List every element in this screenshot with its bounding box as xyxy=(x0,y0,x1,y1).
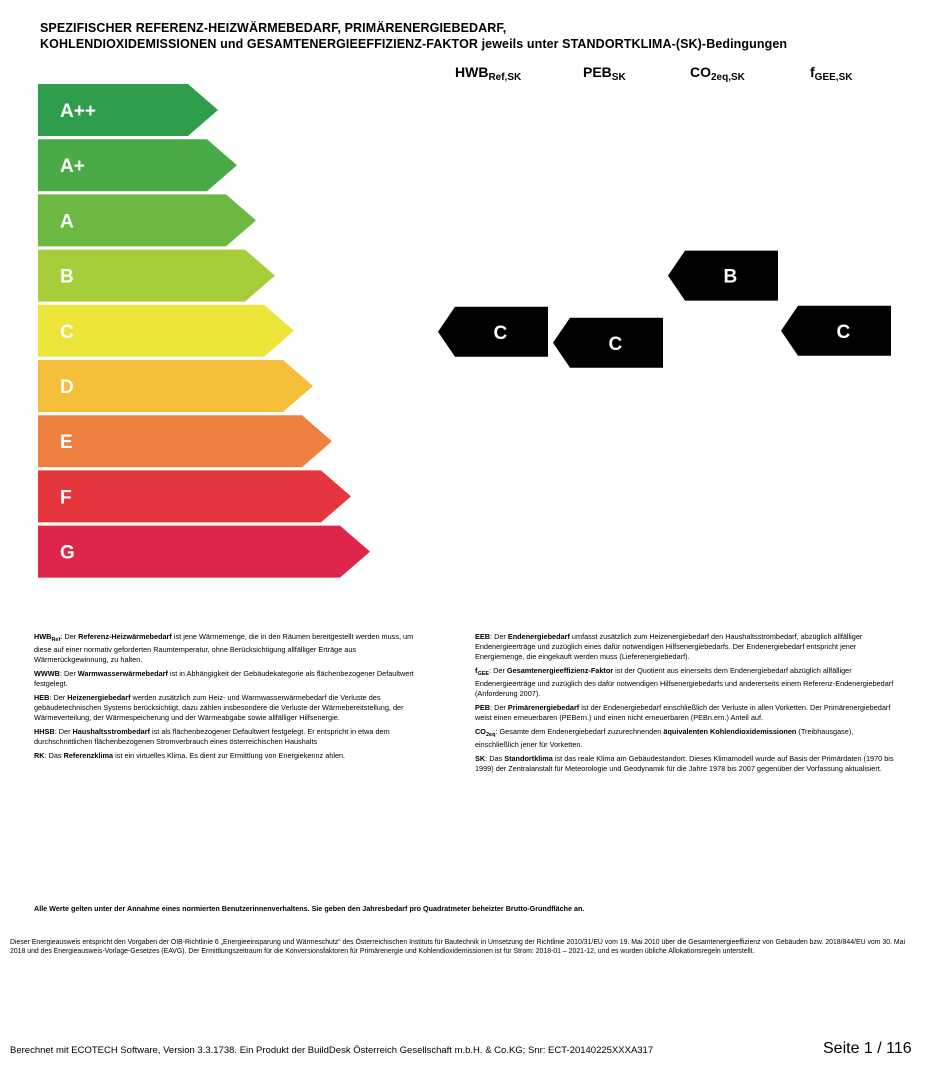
definition-keyword: Haushaltsstrombedarf xyxy=(72,727,150,736)
definition-keyword: Referenzklima xyxy=(63,751,114,760)
definition-keyword: Warmwasserwärmebedarf xyxy=(77,669,168,678)
definition-term-sub: 2eq xyxy=(485,732,496,738)
scale-band-e xyxy=(38,415,332,467)
scale-band-label: B xyxy=(60,266,74,288)
scale-band-label: D xyxy=(60,377,74,398)
scale-band-f xyxy=(38,470,351,522)
definition-keyword: Endenergiebedarf xyxy=(507,632,570,641)
definition-keyword: äquivalenten Kohlendioxidemissionen xyxy=(663,727,797,736)
definition-text: ist das reale Klima am Gebäudestandort. Dieses Klimamodell wurde auf Basis der Primärdaten (1970 bis 1999) der Zentralanstalt für Meteorologie und Geodynamik für die Jahre 1978 bis 2007 gegenüber der Vorfassung aktualisiert. xyxy=(475,754,894,773)
definition-term: SK xyxy=(475,754,486,763)
definitions-right xyxy=(475,632,895,778)
scale-band-label: G xyxy=(60,542,75,564)
scale-band-a xyxy=(38,194,256,246)
rating-marker-hwb xyxy=(438,307,548,357)
definition-term: PEB xyxy=(475,703,491,712)
rating-marker-label: C xyxy=(493,322,508,344)
definition-term: EEB xyxy=(475,632,491,641)
definition-item: $HWB_{Ref}$: Der Referenz-Heizwärmebedarf ist jene Wärmemenge, die in den Räumen bereitgestellt werden muss, um diese auf einer normativ geforderten Raumtemperatur, ohne Berücksichtigung allfälliger Erträge aus Wärmerückgewinnung, zu halten. xyxy=(34,632,414,664)
scale-band-c xyxy=(38,305,294,357)
assumption-note: Alle Werte gelten unter der Annahme eines normierten Benutzerinnenverhaltens. Sie geben den Jahresbedarf pro Quadratmeter beheizter Brutto-Grundfläche an. xyxy=(34,904,585,913)
definition-item: RK: Das Referenzklima ist ein virtuelles Klima. Es dient zur Ermittlung von Energiekennz ahlen. xyxy=(34,751,346,760)
definition-term-sub: Ref xyxy=(51,637,61,643)
definition-item: SK: Das Standortklima ist das reale Klima am Gebäudestandort. Dieses Klimamodell wurde auf Basis der Primärdaten (1970 bis 1999) der Zentralanstalt für Meteorologie und Geodynamik für die Jahre 1978 bis 2007 gegenüber der Vorfassung aktualisiert. xyxy=(475,754,894,773)
definition-text: ist als flächenbezogener Defaultwert festgelegt. Er entspricht in etwa dem durchschnittlichen flächenbezogenen Stromverbrauch eines österreichischen Haushalts xyxy=(34,727,390,746)
definition-item: PEB: Der Primärenergiebedarf ist der Endenergiebedarf einschließlich der Verluste in allen Vorketten. Der Primärenergiebedarf weist einen erneuerbaren (PEBern.) und einen nicht erneuerbaren (PEBn.ern.) Anteil auf. xyxy=(475,703,891,722)
definition-keyword: Heizenergiebedarf xyxy=(67,693,131,702)
definition-text: (Treibhausgase), einschließlich jener für Vorketten. xyxy=(475,727,854,749)
scale-band-label: A+ xyxy=(60,156,85,178)
definition-item: $f_{GEE}$: Der Gesamtenergieeffizienz-Faktor ist der Quotient aus einerseits dem Endenergiebedarf abzüglich allfälliger Endenergieerträge und zuzüglich des dafür notwendigen Hilfsenergiebedarfs und andererseits einem Referenz-Endenergiebedarf (Anforderung 2007). xyxy=(475,666,894,698)
scale-band-aplus xyxy=(38,139,237,191)
definition-keyword: Gesamtenergieeffizienz-Faktor xyxy=(506,666,614,675)
title-line-2: KOHLENDIOXIDEMISSIONEN und GESAMTENERGIEEFFIZIENZ-FAKTOR jeweils unter STANDORTKLIMA-(SK)-Bedingungen xyxy=(40,37,788,51)
column-header-co2: $CO_{2eq,SK}$ xyxy=(690,64,745,83)
title-line-1: SPEZIFISCHER REFERENZ-HEIZWÄRMEBEDARF, PRIMÄRENERGIEBEDARF, xyxy=(40,21,507,35)
definition-term: RK xyxy=(34,751,45,760)
definition-term: $HWB_{Ref}$ xyxy=(34,632,61,643)
definition-term: HHSB xyxy=(34,727,55,736)
scale-band-label: A xyxy=(60,211,74,233)
definition-text: ist ein virtuelles Klima. Es dient zur Ermittlung von Energiekennz ahlen. xyxy=(113,751,346,760)
rating-marker-peb xyxy=(553,318,663,368)
definition-term: HEB xyxy=(34,693,50,702)
rating-marker-label: B xyxy=(723,266,738,288)
scale-band-label: A++ xyxy=(60,101,96,122)
definition-item: EEB: Der Endenergiebedarf umfasst zusätzlich zum Heizenergiebedarf den Haushaltsstrombedarf, abzüglich allfälliger Endenergieerträge und zuzüglich eines dafür notwendigen Hilfsenergiebedarfs. Der Endenergiebedarf entspricht jener Energiemenge, die eingekauft werden muss (Lieferenergiebedarf). xyxy=(475,632,863,661)
definition-text: ist jene Wärmemenge, die in den Räumen bereitgestellt werden muss, um diese auf einer normativ geforderten Raumtemperatur, ohne Berücksichtigung allfälliger Erträge aus Wärmerückgewinnung, zu halten. xyxy=(34,632,414,664)
legal-text: Dieser Energieausweis entspricht den Vorgaben der OIB-Richtlinie 6 „Energieeinsparung und Wärmeschutz“ des Österreichischen Instituts für Bautechnik in Umsetzung der Richtlinie 2010/31/EU vom 19. Mai 2010 über die Gesamtenergieeffizienz von Gebäuden bzw. 2018/844/EU vom 30. Mai 2018 und des Energieausweis-Vorlage-Gesetzes (EAVG). Der Ermittlungszeitraum für die Konversionsfaktoren für Primärenergie und Kohlendioxidemissionen ist für Strom: 2018-01 – 2021-12, und es wurden übliche Allokationsregeln unterstellt. xyxy=(10,939,905,955)
definition-text: ist der Quotient aus einerseits dem Endenergiebedarf abzüglich allfälliger Endenergieerträge und zuzüglich des dafür notwendigen Hilfsenergiebedarfs und andererseits einem Referenz-Endenergiebedarf (Anforderung 2007). xyxy=(475,666,894,698)
definition-term-sub: GEE xyxy=(477,671,490,677)
scale-band-label: C xyxy=(60,321,74,343)
definition-term: $f_{GEE}$ xyxy=(475,666,490,677)
definition-text: ist der Endenergiebedarf einschließlich der Verluste in allen Vorketten. Der Primärenergiebedarf weist einen erneuerbaren (PEBern.) und einen nicht erneuerbaren (PEBn.ern.) Anteil auf. xyxy=(475,703,891,722)
scale-band-label: F xyxy=(60,487,72,509)
definition-term: $CO_{2eq}$ xyxy=(475,727,496,738)
column-header-fgee: $f_{GEE,SK}$ xyxy=(810,64,853,83)
definition-text: werden zusätzlich zum Heiz- und Warmwasserwärmebedarf die Verluste des gebäudetechnischen Systems berücksichtigt, dazu zählen insbesondere die Verluste der Wärmebereitstellung, der Wärmeverteilung, der Wärmespeicherung und der Wärmeabgabe sowie allfälliger Hilfsenergie. xyxy=(34,693,404,722)
page-number: Seite 1 / 116 xyxy=(823,1040,912,1057)
definition-text: umfasst zusätzlich zum Heizenergiebedarf den Haushaltsstrombedarf, abzüglich allfälliger Endenergieerträge und zuzüglich eines dafür notwendigen Hilfsenergiebedarfs. Der Endenergiebedarf entspricht jener Energiemenge, die eingekauft werden muss (Lieferenergiebedarf). xyxy=(475,632,863,661)
definition-item: WWWB: Der Warmwasserwärmebedarf ist in Abhängigkeit der Gebäudekategorie als flächenbezogener Defaultwert festgelegt. xyxy=(34,669,414,688)
rating-marker-co2 xyxy=(668,251,778,301)
scale-band-d xyxy=(38,360,313,412)
definition-item: $CO_{2eq}$: Gesamte dem Endenergiebedarf zuzurechnenden äquivalenten Kohlendioxidemissionen (Treibhausgase), einschließlich jener für Vorketten. xyxy=(475,727,854,749)
definition-term: WWWB xyxy=(34,669,60,678)
rating-marker-label: C xyxy=(836,321,851,343)
definition-prefix: Gesamte dem Endenergiebedarf zuzurechnenden xyxy=(499,727,664,736)
scale-band-label: E xyxy=(60,432,73,454)
scale-band-aplusplus xyxy=(38,84,218,136)
definition-item: HHSB: Der Haushaltsstrombedarf ist als flächenbezogener Defaultwert festgelegt. Er entspricht in etwa dem durchschnittlichen flächenbezogenen Stromverbrauch eines österreichischen Haushalts xyxy=(34,727,390,746)
definition-text: ist in Abhängigkeit der Gebäudekategorie als flächenbezogener Defaultwert festgelegt. xyxy=(34,669,414,688)
definition-item: HEB: Der Heizenergiebedarf werden zusätzlich zum Heiz- und Warmwasserwärmebedarf die Verluste des gebäudetechnischen Systems berücksichtigt, dazu zählen insbesondere die Verluste der Wärmebereitstellung, der Wärmeverteilung, der Wärmespeicherung und der Wärmeabgabe sowie allfälliger Hilfsenergie. xyxy=(34,693,404,722)
column-header-peb: $PEB_{SK}$ xyxy=(583,64,626,83)
definition-keyword: Primärenergiebedarf xyxy=(507,703,580,712)
definitions-left xyxy=(34,632,429,765)
definition-keyword: Referenz-Heizwärmebedarf xyxy=(78,632,172,641)
rating-marker-label: C xyxy=(608,333,623,355)
column-header-hwb: $HWB_{Ref,SK}$ xyxy=(455,64,522,83)
scale-band-b xyxy=(38,250,275,302)
footer-software: Berechnet mit ECOTECH Software, Version 3.3.1738. Ein Produkt der BuildDesk Österreich Gesellschaft m.b.H. & Co.KG; Snr: ECT-20140225XXXA317 xyxy=(10,1045,654,1056)
scale-band-g xyxy=(38,526,370,578)
rating-marker-fgee xyxy=(781,306,891,356)
definition-keyword: Standortklima xyxy=(504,754,553,763)
